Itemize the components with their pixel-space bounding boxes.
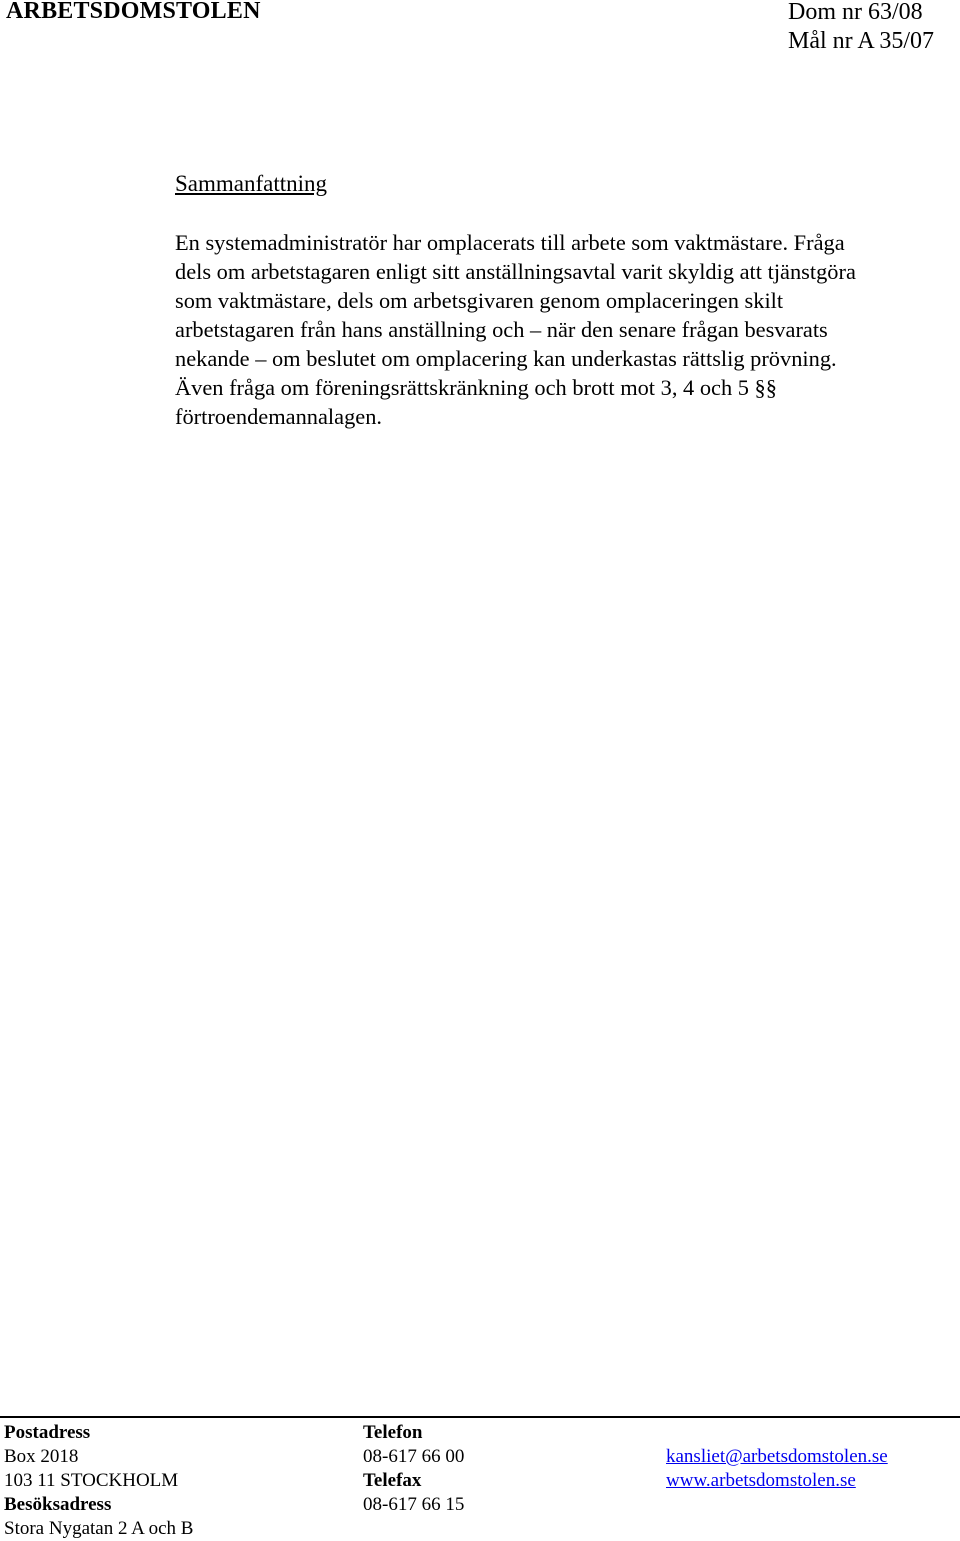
summary-line: En systemadministratör har omplacerats till arbete som vaktmästare. Fråga — [175, 230, 845, 255]
postal-address-city: 103 11 STOCKHOLM — [4, 1470, 179, 1491]
summary-line: Även fråga om föreningsrättskränkning och brott mot 3, 4 och 5 §§ — [175, 375, 777, 400]
summary-text — [175, 228, 950, 431]
case-reference — [788, 0, 934, 56]
email-link[interactable]: kansliet@arbetsdomstolen.se — [666, 1446, 888, 1467]
summary-line: arbetstagaren från hans anställning och – när den senare frågan besvarats — [175, 317, 828, 342]
summary-heading: Sammanfattning — [175, 171, 328, 196]
website-link[interactable]: www.arbetsdomstolen.se — [666, 1470, 856, 1491]
visiting-address-label: Besöksadress — [4, 1494, 112, 1515]
summary-line: som vaktmästare, dels om arbetsgivaren genom omplaceringen skilt — [175, 288, 784, 313]
court-name: ARBETSDOMSTOLEN — [6, 0, 261, 24]
visiting-address-street: Stora Nygatan 2 A och B — [4, 1518, 194, 1539]
summary-line: dels om arbetstagaren enligt sitt anställningsavtal varit skyldig att tjänstgöra — [175, 259, 856, 284]
postal-address-box: Box 2018 — [4, 1446, 79, 1467]
postal-address-label: Postadress — [4, 1422, 91, 1443]
summary-line: nekande – om beslutet om omplacering kan underkastas rättslig prövning. — [175, 346, 837, 371]
summary-line: förtroendemannalagen. — [175, 404, 383, 429]
fax-label: Telefax — [363, 1470, 422, 1491]
fax-number: 08-617 66 15 — [363, 1494, 465, 1515]
phone-number: 08-617 66 00 — [363, 1446, 465, 1467]
judgment-number: Dom nr 63/08 — [787, 0, 923, 25]
phone-label: Telefon — [363, 1422, 423, 1443]
case-number: Mål nr A 35/07 — [787, 28, 934, 54]
footer-divider — [0, 1416, 960, 1418]
